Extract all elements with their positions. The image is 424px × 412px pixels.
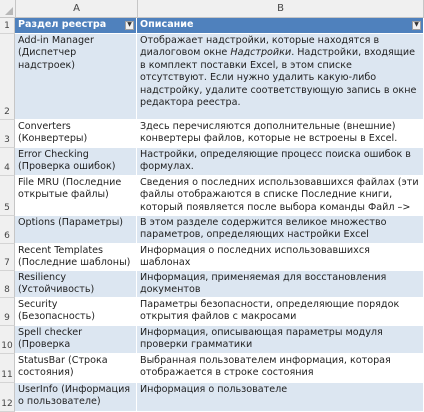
cell-section[interactable]: File MRU (Последние открытые файлы) xyxy=(15,176,137,216)
cell-section[interactable]: Spell checker (Проверка xyxy=(15,326,137,354)
select-all-corner[interactable] xyxy=(0,0,16,17)
table-grid xyxy=(0,18,424,412)
column-header-a[interactable]: A xyxy=(16,0,138,17)
cell-description[interactable]: Информация о пользователе xyxy=(137,383,424,412)
row-number[interactable]: 5 xyxy=(0,176,15,216)
row-number[interactable]: 7 xyxy=(0,244,15,271)
row-number[interactable]: 9 xyxy=(0,298,15,326)
row-number[interactable]: 11 xyxy=(0,354,15,383)
table-row xyxy=(0,216,424,244)
table-row xyxy=(0,354,424,383)
cell-section[interactable]: Add-in Manager (Диспетчер надстроек) xyxy=(15,34,137,120)
table-row xyxy=(0,120,424,148)
cell-description[interactable]: Информация, применяемая для восстановления документов xyxy=(137,271,424,298)
header-label: Раздел реестра xyxy=(18,19,107,31)
cell-section[interactable]: StatusBar (Строка состояния) xyxy=(15,354,137,383)
text-italic: Надстройки xyxy=(230,47,292,59)
cell-section[interactable]: Security (Безопасность) xyxy=(15,298,137,326)
filter-dropdown-icon[interactable]: ▼ xyxy=(412,21,421,30)
header-cell-description[interactable] xyxy=(137,18,424,34)
header-cell-section[interactable] xyxy=(15,18,137,34)
row-number[interactable]: 6 xyxy=(0,216,15,244)
table-header-row xyxy=(0,18,424,34)
row-number[interactable]: 8 xyxy=(0,271,15,298)
cell-section[interactable]: Recent Templates (Последние шаблоны) xyxy=(15,244,137,271)
cell-section[interactable]: Resiliency (Устойчивость) xyxy=(15,271,137,298)
cell-description[interactable]: В этом разделе содержится великое множество параметров, определяющих настройки Excel xyxy=(137,216,424,244)
table-row xyxy=(0,326,424,354)
header-label: Описание xyxy=(140,19,194,31)
cell-description[interactable]: Здесь перечисляются дополнительные (внешние) конвертеры файлов, которые не встроены в Excel. xyxy=(137,120,424,148)
column-header-b[interactable]: B xyxy=(138,0,424,17)
cell-description[interactable]: Выбранная пользователем информация, которая отображается в строке состояния xyxy=(137,354,424,383)
cell-description[interactable] xyxy=(137,34,424,120)
cell-description[interactable]: Настройки, определяющие процесс поиска ошибок в формулах. xyxy=(137,148,424,176)
table-row xyxy=(0,148,424,176)
row-number[interactable]: 1 xyxy=(0,18,15,34)
row-number[interactable]: 4 xyxy=(0,148,15,176)
cell-description[interactable]: Информация, описывающая параметры модуля проверки грамматики xyxy=(137,326,424,354)
cell-description[interactable]: Параметры безопасности, определяющие порядок открытия файлов с макросами xyxy=(137,298,424,326)
row-number[interactable]: 2 xyxy=(0,34,15,120)
filter-dropdown-icon[interactable]: ▼ xyxy=(125,21,134,30)
row-number[interactable]: 10 xyxy=(0,326,15,354)
cell-section[interactable]: Converters (Конвертеры) xyxy=(15,120,137,148)
cell-description[interactable]: Сведения о последних использовавшихся файлах (эти файлы отображаются в списке Последние книги, который появляется после выбора команды Файл –> xyxy=(137,176,424,216)
table-row xyxy=(0,244,424,271)
row-number[interactable]: 12 xyxy=(0,383,15,412)
table-row xyxy=(0,271,424,298)
cell-section[interactable]: UserInfo (Информация о пользователе) xyxy=(15,383,137,412)
cell-section[interactable]: Error Checking (Проверка ошибок) xyxy=(15,148,137,176)
table-row xyxy=(0,34,424,120)
text-part: Отображает надстройки, которые находятся в диалоговом окне xyxy=(140,35,380,59)
table-row xyxy=(0,298,424,326)
column-header-bar xyxy=(0,0,424,18)
table-row xyxy=(0,383,424,412)
text-part: . Надстройки, входящие в комплект поставки Excel, в этом списке отсутствуют. Если нужно удалить какую-либо надстройку, удалите соответствующую запись в окне редактора реестра. xyxy=(140,47,417,109)
table-row xyxy=(0,176,424,216)
cell-section[interactable]: Options (Параметры) xyxy=(15,216,137,244)
cell-description[interactable]: Информация о последних использовавшихся шаблонах xyxy=(137,244,424,271)
row-number[interactable]: 3 xyxy=(0,120,15,148)
